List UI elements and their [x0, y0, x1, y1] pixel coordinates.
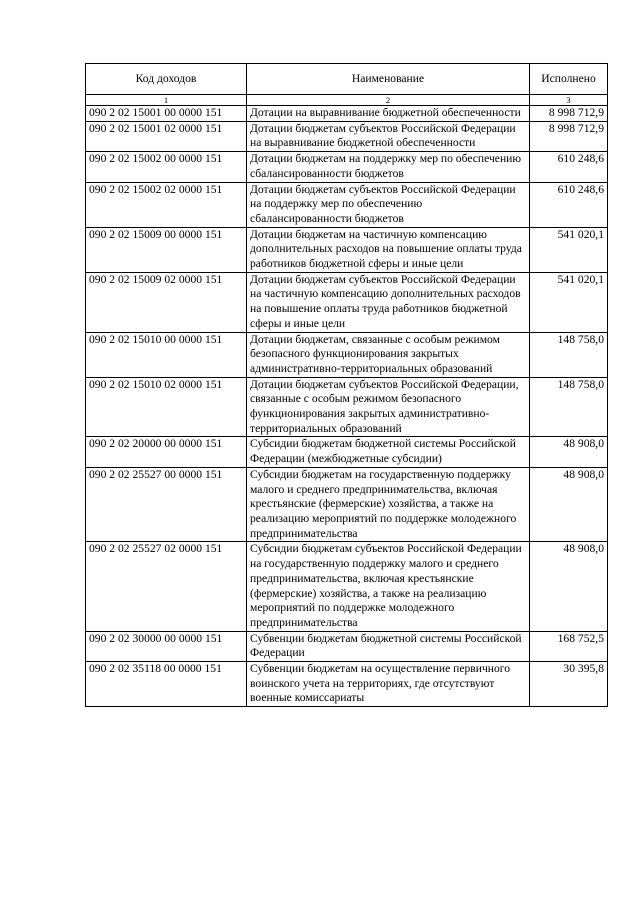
revenue-sum: 8 998 712,9	[530, 106, 608, 122]
column-number: 3	[530, 95, 608, 106]
revenue-name: Дотации бюджетам субъектов Российской Федерации, связанные с особым режимом безопасного функционирования закрытых административно-территориальных образований	[247, 377, 530, 437]
table-row	[86, 631, 608, 661]
table-row	[86, 121, 608, 151]
revenue-name: Дотации бюджетам субъектов Российской Федерации на частичную компенсацию дополнительных расходов на повышение оплаты труда работников бюджетной сферы и иные цели	[247, 272, 530, 332]
header-name: Наименование	[247, 64, 530, 95]
revenue-code: 090 2 02 25527 00 0000 151	[86, 467, 247, 542]
revenue-name: Дотации бюджетам на частичную компенсацию дополнительных расходов на повышение оплаты труда работников бюджетной сферы и иные цели	[247, 227, 530, 272]
table-row	[86, 662, 608, 707]
revenue-code: 090 2 02 15010 00 0000 151	[86, 332, 247, 377]
revenue-code: 090 2 02 20000 00 0000 151	[86, 437, 247, 467]
revenue-sum: 541 020,1	[530, 272, 608, 332]
revenue-code: 090 2 02 15010 02 0000 151	[86, 377, 247, 437]
table-row	[86, 467, 608, 542]
budget-revenue-table	[85, 63, 608, 707]
revenue-sum: 148 758,0	[530, 377, 608, 437]
revenue-name: Субсидии бюджетам субъектов Российской Федерации на государственную поддержку малого и среднего предпринимательства, включая крестьянские (фермерские) хозяйства, а также на реализацию мероприятий по поддержке молодежного предпринимательства	[247, 542, 530, 631]
table-row	[86, 182, 608, 227]
revenue-name: Субсидии бюджетам бюджетной системы Российской Федерации (межбюджетные субсидии)	[247, 437, 530, 467]
revenue-code: 090 2 02 15009 02 0000 151	[86, 272, 247, 332]
revenue-code: 090 2 02 35118 00 0000 151	[86, 662, 247, 707]
table-row	[86, 272, 608, 332]
table-row	[86, 437, 608, 467]
table-row	[86, 152, 608, 182]
revenue-sum: 168 752,5	[530, 631, 608, 661]
revenue-sum: 148 758,0	[530, 332, 608, 377]
column-number: 1	[86, 95, 247, 106]
revenue-name: Субвенции бюджетам бюджетной системы Российской Федерации	[247, 631, 530, 661]
header-sum: Исполнено	[530, 64, 608, 95]
revenue-code: 090 2 02 15009 00 0000 151	[86, 227, 247, 272]
table-row	[86, 377, 608, 437]
table-row	[86, 227, 608, 272]
table-row	[86, 332, 608, 377]
revenue-code: 090 2 02 25527 02 0000 151	[86, 542, 247, 631]
column-number: 2	[247, 95, 530, 106]
revenue-name: Дотации бюджетам субъектов Российской Федерации на поддержку мер по обеспечению сбалансированности бюджетов	[247, 182, 530, 227]
revenue-sum: 30 395,8	[530, 662, 608, 707]
revenue-name: Дотации на выравнивание бюджетной обеспеченности	[247, 106, 530, 122]
revenue-name: Субсидии бюджетам на государственную поддержку малого и среднего предпринимательства, включая крестьянские (фермерские) хозяйства, а также на реализацию мероприятий по поддержке молодежного предпринимательства	[247, 467, 530, 542]
revenue-sum: 541 020,1	[530, 227, 608, 272]
revenue-sum: 48 908,0	[530, 467, 608, 542]
revenue-sum: 48 908,0	[530, 437, 608, 467]
table-row	[86, 542, 608, 631]
revenue-sum: 8 998 712,9	[530, 121, 608, 151]
revenue-code: 090 2 02 15001 00 0000 151	[86, 106, 247, 122]
revenue-name: Дотации бюджетам субъектов Российской Федерации на выравнивание бюджетной обеспеченности	[247, 121, 530, 151]
revenue-name: Субвенции бюджетам на осуществление первичного воинского учета на территориях, где отсутствуют военные комиссариаты	[247, 662, 530, 707]
table-header-row	[86, 64, 608, 95]
header-code: Код доходов	[86, 64, 247, 95]
revenue-sum: 610 248,6	[530, 182, 608, 227]
revenue-code: 090 2 02 15001 02 0000 151	[86, 121, 247, 151]
column-number-row	[86, 95, 608, 106]
revenue-name: Дотации бюджетам, связанные с особым режимом безопасного функционирования закрытых административно-территориальных образований	[247, 332, 530, 377]
revenue-sum: 610 248,6	[530, 152, 608, 182]
table-row	[86, 106, 608, 122]
revenue-code: 090 2 02 15002 02 0000 151	[86, 182, 247, 227]
revenue-name: Дотации бюджетам на поддержку мер по обеспечению сбалансированности бюджетов	[247, 152, 530, 182]
revenue-code: 090 2 02 15002 00 0000 151	[86, 152, 247, 182]
revenue-code: 090 2 02 30000 00 0000 151	[86, 631, 247, 661]
revenue-sum: 48 908,0	[530, 542, 608, 631]
